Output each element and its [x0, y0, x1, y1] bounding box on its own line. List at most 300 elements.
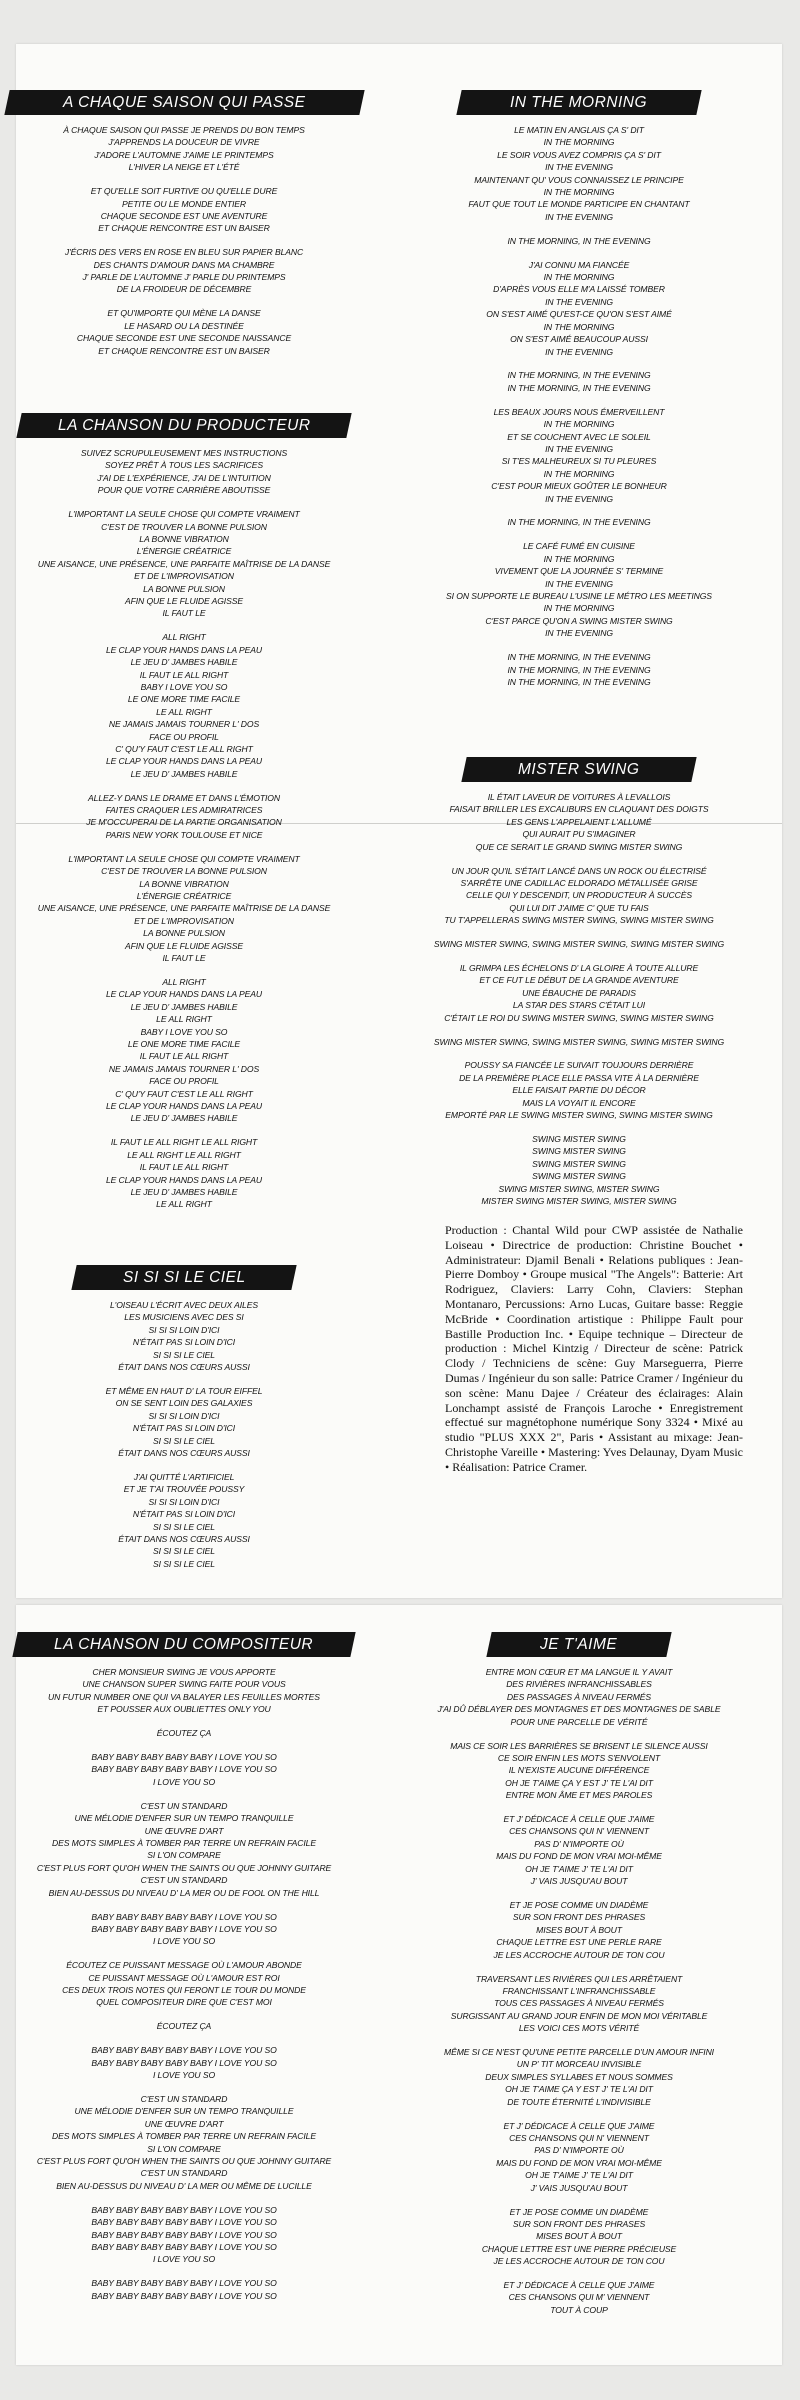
lyric-line: IL ÉTAIT LAVEUR DE VOITURES À LEVALLOIS	[487, 792, 671, 802]
lyric-line: UN FUTUR NUMBER ONE QUI VA BALAYER LES FEUILLES MORTES	[48, 1691, 320, 1702]
lyric-line: LE MATIN EN ANGLAIS ÇA S' DIT	[514, 125, 644, 135]
stanza	[395, 962, 763, 1024]
stanza	[395, 1133, 763, 1207]
lyric-line: IN THE MORNING	[543, 187, 615, 198]
lyric-line: SI SI SI LOIN D'ICI	[148, 1496, 220, 1507]
lyric-line: J' PARLE DE L'AUTOMNE J' PARLE DU PRINTEMPS	[82, 272, 286, 283]
stanza	[395, 2120, 763, 2194]
lyric-line: C' QU'Y FAUT C'EST LE ALL RIGHT	[115, 1088, 253, 1099]
lyric-line: DES CHANTS D'AMOUR DANS MA CHAMBRE	[93, 259, 275, 270]
stanza	[395, 938, 763, 950]
lyric-line: ET MÊME EN HAUT D' LA TOUR EIFFEL	[105, 1385, 263, 1396]
lyric-line: SI SI SI LOIN D'ICI	[148, 1410, 220, 1421]
stanza	[395, 1813, 763, 1887]
lyric-line: VIVEMENT QUE LA JOURNÉE S' TERMINE	[494, 566, 664, 577]
song-title-bar	[12, 1632, 355, 1657]
lyric-line: CHER MONSIEUR SWING JE VOUS APPORTE	[92, 1667, 276, 1677]
lyric-line: BIEN AU-DESSUS DU NIVEAU D' LA MER OU MÊME DE LUCILLE	[56, 2180, 312, 2191]
lyric-line: ET DE L'IMPROVISATION	[134, 915, 234, 926]
lyric-line: ÉTAIT DANS NOS CŒURS AUSSI	[118, 1362, 250, 1373]
lyric-line: BABY BABY BABY BABY BABY I LOVE YOU SO	[91, 2204, 277, 2215]
lyric-line: POUSSY SA FIANCÉE LE SUIVAIT TOUJOURS DERRIÈRE	[464, 1060, 694, 1071]
lyric-line: DES PASSAGES À NIVEAU FERMÉS	[506, 1691, 652, 1702]
lyric-line: PARIS NEW YORK TOULOUSE ET NICE	[105, 829, 263, 840]
lyric-line: ET QU'ELLE SOIT FURTIVE OU QU'ELLE DURE	[90, 186, 278, 197]
lyric-line: CELLE QUI Y DESCENDIT, UN PRODUCTEUR À SUCCÈS	[466, 890, 692, 901]
lyric-line: IN THE MORNING, IN THE EVENING	[507, 382, 651, 393]
lyric-line: LE JEU D' JAMBES HABILE	[130, 768, 238, 779]
lyric-line: IN THE MORNING, IN THE EVENING	[507, 676, 651, 687]
stanza	[0, 976, 368, 1125]
lyric-line: LA BONNE PULSION	[143, 928, 225, 939]
lyric-line: IN THE EVENING	[545, 296, 613, 307]
stanza	[0, 1385, 368, 1459]
lyric-line: SURGISSANT AU GRAND JOUR ENFIN DE MON MOI VÉRITABLE	[450, 2010, 708, 2021]
lyric-line: IN THE MORNING	[543, 468, 615, 479]
lyric-line: IL FAUT LE ALL RIGHT LE ALL RIGHT	[110, 1137, 258, 1148]
lyric-line: ET QU'IMPORTE QUI MÈNE LA DANSE	[107, 308, 261, 319]
lyric-line: OH JE T'AIME J' TE L'AI DIT	[525, 1863, 633, 1874]
stanza	[0, 2204, 368, 2266]
lyric-line: CES DEUX TROIS NOTES QUI FERONT LE TOUR DU MONDE	[62, 1985, 306, 1996]
lyric-line: LE JEU D' JAMBES HABILE	[130, 1113, 238, 1124]
lyric-line: L'ÉNERGIE CRÉATRICE	[136, 891, 232, 901]
stanza	[0, 792, 368, 842]
lyric-line: BABY BABY BABY BABY BABY I LOVE YOU SO	[91, 2241, 277, 2252]
song-title-bar	[486, 1632, 671, 1657]
stanza	[395, 1740, 763, 1802]
lyric-line: J'AI DÛ DÉBLAYER DES MONTAGNES ET DES MONTAGNES DE SABLE	[437, 1704, 721, 1715]
lyric-line: UNE ŒUVRE D'ART	[144, 2118, 224, 2129]
lyric-line: LE CLAP YOUR HANDS DANS LA PEAU	[105, 756, 263, 767]
lyric-line: N'ÉTAIT PAS SI LOIN D'ICI	[132, 1337, 236, 1348]
stanza	[0, 2277, 368, 2302]
stanza	[395, 865, 763, 927]
song-title: SI SI SI LE CIEL	[122, 1269, 246, 1286]
lyric-line: IN THE MORNING, IN THE EVENING	[507, 664, 651, 675]
lyric-line: UNE ŒUVRE D'ART	[144, 1825, 224, 1836]
lyric-line: ÉTAIT DANS NOS CŒURS AUSSI	[118, 1447, 250, 1458]
lyric-line: SWING MISTER SWING	[532, 1133, 626, 1144]
lyric-line: ET POUSSER AUX OUBLIETTES ONLY YOU	[97, 1704, 271, 1715]
lyric-line: IN THE EVENING	[545, 443, 613, 454]
lyric-line: DE TOUTE ÉTERNITÉ L'INDIVISIBLE	[507, 2096, 651, 2107]
lyric-line: CHAQUE SECONDE EST UNE AVENTURE	[100, 210, 268, 221]
lyric-line: UNE MÉLODIE D'ENFER SUR UN TEMPO TRANQUILLE	[74, 1813, 294, 1824]
lyric-line: LE JEU D' JAMBES HABILE	[130, 1001, 238, 1012]
lyric-line: OH JE T'AIME ÇA Y EST J' TE L'AI DIT	[505, 1777, 653, 1788]
lyric-line: IN THE MORNING, IN THE EVENING	[507, 517, 651, 528]
lyric-line: QUE CE SERAIT LE GRAND SWING MISTER SWING	[475, 841, 683, 852]
lyric-line: LE ALL RIGHT	[156, 1014, 212, 1025]
stanza	[395, 791, 763, 853]
stanza	[0, 307, 368, 357]
lyric-line: IN THE MORNING, IN THE EVENING	[507, 652, 651, 663]
stanza	[0, 1751, 368, 1788]
lyric-line: ALL RIGHT	[162, 632, 206, 643]
lyric-line: LE ALL RIGHT	[156, 706, 212, 717]
lyric-line: BABY BABY BABY BABY BABY I LOVE YOU SO	[91, 2278, 277, 2289]
lyric-line: SI SI SI LE CIEL	[153, 1349, 215, 1360]
stanza	[0, 1136, 368, 1210]
lyric-line: BIEN AU-DESSUS DU NIVEAU D' LA MER OU DE FOOL ON THE HILL	[48, 1887, 320, 1898]
lyrics	[0, 1666, 368, 2302]
lyric-line: ET CE FUT LE DÉBUT DE LA GRANDE AVENTURE	[479, 975, 679, 986]
song-chanson-du-compositeur	[0, 1632, 368, 2314]
stanza	[0, 1471, 368, 1570]
lyric-line: ET DE L'IMPROVISATION	[134, 571, 234, 582]
lyrics	[0, 447, 368, 1211]
lyrics	[395, 1666, 763, 2316]
lyric-line: SWING MISTER SWING, SWING MISTER SWING, SWING MISTER SWING	[433, 939, 725, 950]
lyric-line: LES BEAUX JOURS NOUS ÉMERVEILLENT	[493, 406, 665, 417]
lyric-line: ÉCOUTEZ ÇA	[156, 1728, 212, 1739]
song-je-t-aime	[395, 1632, 763, 2328]
song-title-bar	[461, 757, 696, 782]
lyric-line: IL FAUT LE ALL RIGHT	[139, 669, 229, 680]
lyric-line: SI SI SI LE CIEL	[153, 1435, 215, 1446]
lyric-line: UNE CHANSON SUPER SWING FAITE POUR VOUS	[82, 1679, 286, 1690]
stanza	[395, 406, 763, 505]
lyric-line: IN THE MORNING, IN THE EVENING	[507, 370, 651, 381]
stanza	[395, 1973, 763, 2035]
lyric-line: TOUS CES PASSAGES À NIVEAU FERMÉS	[494, 1998, 664, 2009]
lyric-line: IL GRIMPA LES ÉCHELONS D' LA GLOIRE À TOUTE ALLURE	[459, 962, 699, 973]
stanza	[0, 124, 368, 174]
lyric-line: MAIS DU FOND DE MON VRAI MOI-MÊME	[496, 1851, 662, 1862]
stanza	[395, 516, 763, 528]
lyric-line: DE LA PREMIÈRE PLACE ELLE PASSA VITE À LA DERNIÈRE	[459, 1072, 699, 1083]
song-title: LA CHANSON DU PRODUCTEUR	[57, 417, 311, 434]
lyric-line: ET J' DÉDICACE À CELLE QUE J'AIME	[503, 1814, 655, 1825]
stanza	[0, 2020, 368, 2032]
lyric-line: J' VAIS JUSQU'AU BOUT	[530, 2182, 628, 2193]
lyric-line: ALL RIGHT	[162, 976, 206, 987]
lyric-line: MISES BOUT À BOUT	[536, 2231, 622, 2242]
lyric-line: ON SE SENT LOIN DES GALAXIES	[115, 1398, 253, 1409]
lyric-line: CE PUISSANT MESSAGE OÙ L'AMOUR EST ROI	[88, 1972, 280, 1983]
song-title-bar	[456, 90, 701, 115]
lyric-line: ET J' DÉDICACE À CELLE QUE J'AIME	[503, 2280, 655, 2291]
lyric-line: IL FAUT LE ALL RIGHT	[139, 1051, 229, 1062]
lyric-line: SI L'ON COMPARE	[147, 1850, 221, 1861]
lyric-line: IN THE MORNING	[543, 419, 615, 430]
stanza	[0, 508, 368, 620]
lyric-line: IN THE EVENING	[545, 211, 613, 222]
lyric-line: JE LES ACCROCHE AUTOUR DE TON COU	[493, 1949, 665, 1960]
stanza	[0, 185, 368, 235]
lyric-line: SUIVEZ SCRUPULEUSEMENT MES INSTRUCTIONS	[80, 448, 288, 458]
lyric-line: IN THE MORNING	[543, 321, 615, 332]
lyric-line: I LOVE YOU SO	[152, 2254, 216, 2265]
lyric-line: IN THE EVENING	[545, 578, 613, 589]
lyric-line: LA BONNE VIBRATION	[139, 878, 229, 889]
stanza	[0, 853, 368, 965]
lyric-line: IL FAUT LE	[162, 953, 206, 964]
lyric-line: PETITE OU LE MONDE ENTIER	[121, 198, 247, 209]
lyric-line: MAIS LA VOYAIT IL ENCORE	[522, 1097, 636, 1108]
lyric-line: IN THE EVENING	[545, 493, 613, 504]
lyric-line: FAUT QUE TOUT LE MONDE PARTICIPE EN CHANTANT	[468, 199, 690, 210]
stanza	[395, 1666, 763, 1728]
lyric-line: QUEL COMPOSITEUR DIRE QUE C'EST MOI	[96, 1997, 272, 2008]
lyric-line: J'AI QUITTÉ L'ARTIFICIEL	[133, 1471, 235, 1482]
lyric-line: L'ÉNERGIE CRÉATRICE	[136, 546, 232, 557]
song-si-si-si-le-ciel	[0, 1265, 368, 1582]
lyric-line: BABY BABY BABY BABY BABY I LOVE YOU SO	[91, 2057, 277, 2068]
production-credits: Production : Chantal Wild pour CWP assistée de Nathalie Loiseau • Directrice de production: Christine Bouchet • Administrateur: Djamil Benali • Relations publiques : Jean-Pierre Domboy • Groupe musical "The Angels": Batterie: Art Rodriguez, Claviers: Larry Cohn, Claviers: Stephan Montanaro, Percussions: Arno Lucas, Guitare basse: Reggie McBride • Coordination artistique : Philippe Fault pour Bastille Production Inc. • Equipe technique – Directeur de production : Michel Kintzig / Directeur de scène: Patrick Clody / Techniciens de scène: Guy Marseguerra, Pierre Dumas / Ingénieur du son salle: Patrice Cramer / Ingénieur du son scène: Manu Dajee / Créateur des éclairages: Alain Lonchampt assisté de François Laroche • Enregistrement effectué sur magnétophone numérique Sony 3324 • Mixé au studio "PLUS XXX 2", Paris • Assistant au mixage: Jean-Christophe Vareille • Mastering: Yves Delaunay, Dyam Music • Réalisation: Patrice Cramer.	[445, 1223, 743, 1474]
lyric-line: IN THE MORNING	[543, 137, 615, 148]
lyric-line: TOUT À COUP	[550, 2304, 608, 2315]
stanza	[395, 124, 763, 223]
lyric-line: DES MOTS SIMPLES À TOMBER PAR TERRE UN REFRAIN FACILE	[51, 1837, 316, 1848]
lyric-line: I LOVE YOU SO	[152, 1776, 216, 1787]
song-title: IN THE MORNING	[510, 94, 648, 111]
stanza	[0, 447, 368, 497]
stanza	[0, 1800, 368, 1899]
lyric-line: IN THE EVENING	[545, 162, 613, 173]
lyric-line: FACE OU PROFIL	[149, 731, 219, 742]
lyric-line: BABY BABY BABY BABY BABY I LOVE YOU SO	[91, 2229, 277, 2240]
lyric-line: AFIN QUE LE FLUIDE AGISSE	[124, 595, 243, 606]
lyric-line: LE CAFÉ FUMÉ EN CUISINE	[523, 541, 635, 552]
lyric-line: LA STAR DES STARS C'ÉTAIT LUI	[512, 1000, 646, 1011]
lyrics	[0, 124, 368, 357]
lyric-line: ET CHAQUE RENCONTRE EST UN BAISER	[98, 345, 270, 356]
lyrics	[0, 1299, 368, 1570]
lyric-line: CES CHANSONS QUI N' VIENNENT	[509, 2133, 649, 2143]
song-title-bar	[71, 1265, 296, 1290]
lyric-line: C'EST PLUS FORT QU'OH WHEN THE SAINTS OU QUE JOHNNY GUITARE	[36, 1862, 332, 1873]
lyric-line: SI SI SI LE CIEL	[153, 1558, 215, 1569]
lyric-line: BABY BABY BABY BABY BABY I LOVE YOU SO	[91, 2290, 277, 2301]
song-title-bar	[16, 413, 351, 438]
stanza	[0, 2044, 368, 2081]
lyric-line: I LOVE YOU SO	[152, 1936, 216, 1947]
lyric-line: UNE ÉBAUCHE DE PARADIS	[522, 987, 636, 998]
lyric-line: C'EST DE TROUVER LA BONNE PULSION	[101, 866, 267, 877]
lyric-line: C'EST UN STANDARD	[140, 2168, 228, 2179]
lyric-line: SUR SON FRONT DES PHRASES	[512, 2218, 646, 2229]
stanza	[395, 651, 763, 688]
lyric-line: N'ÉTAIT PAS SI LOIN D'ICI	[132, 1509, 236, 1520]
lyric-line: À CHAQUE SAISON QUI PASSE JE PRENDS DU BON TEMPS	[63, 125, 305, 135]
lyric-line: POUR QUE VOTRE CARRIÈRE ABOUTISSE	[97, 485, 271, 496]
lyric-line: PAS D' N'IMPORTE OÙ	[534, 1838, 624, 1849]
lyric-line: UNE AISANCE, UNE PRÉSENCE, UNE PARFAITE MAÎTRISE DE LA DANSE	[37, 558, 331, 569]
lyric-line: ET JE POSE COMME UN DIADÈME	[509, 1900, 649, 1910]
lyrics	[395, 124, 763, 688]
stanza	[0, 1299, 368, 1373]
lyric-line: C'EST UN STANDARD	[140, 1800, 228, 1811]
lyric-line: IN THE MORNING	[543, 553, 615, 564]
lyric-line: LE ONE MORE TIME FACILE	[127, 1038, 241, 1049]
lyric-line: C'ÉTAIT LE ROI DU SWING MISTER SWING, SWING MISTER SWING	[444, 1012, 714, 1023]
lyric-line: CES CHANSONS QUI N' VIENNENT	[509, 1826, 649, 1837]
song-title-bar	[4, 90, 364, 115]
lyric-line: NE JAMAIS JAMAIS TOURNER L' DOS	[108, 719, 260, 730]
lyric-line: UN P' TIT MORCEAU INVISIBLE	[516, 2059, 642, 2070]
lyric-line: JE LES ACCROCHE AUTOUR DE TON COU	[493, 2256, 665, 2267]
lyric-line: N'ÉTAIT PAS SI LOIN D'ICI	[132, 1423, 236, 1434]
lyric-line: IN THE MORNING	[543, 603, 615, 614]
lyric-line: ELLE FAISAIT PARTIE DU DÉCOR	[512, 1085, 646, 1096]
stanza	[395, 1036, 763, 1048]
lyric-line: LES VOICI CES MOTS VÉRITÉ	[518, 2023, 640, 2034]
song-mister-swing	[395, 757, 763, 1219]
lyric-line: ET SE COUCHENT AVEC LE SOLEIL	[507, 431, 651, 442]
lyric-line: SI SI SI LE CIEL	[153, 1546, 215, 1557]
lyric-line: SWING MISTER SWING, SWING MISTER SWING, SWING MISTER SWING	[433, 1036, 725, 1047]
lyric-line: MÊME SI CE N'EST QU'UNE PETITE PARCELLE D'UN AMOUR INFINI	[444, 2047, 714, 2058]
lyric-line: ÉCOUTEZ CE PUISSANT MESSAGE OÙ L'AMOUR ABONDE	[66, 1960, 302, 1971]
lyric-line: QUI LUI DIT J'AIME C' QUE TU FAIS	[509, 902, 649, 913]
stanza	[395, 235, 763, 247]
lyric-line: SI ON SUPPORTE LE BUREAU L'USINE LE MÉTRO LES MEETINGS	[446, 591, 712, 601]
lyric-line: J'AI DE L'EXPÉRIENCE, J'AI DE L'INTUITION	[97, 472, 271, 483]
lyric-line: OH JE T'AIME J' TE L'AI DIT	[525, 2170, 633, 2181]
stanza	[395, 2279, 763, 2316]
lyric-line: D'APRÈS VOUS ELLE M'A LAISSÉ TOMBER	[493, 284, 665, 295]
song-title: LA CHANSON DU COMPOSITEUR	[54, 1636, 314, 1653]
lyric-line: MAIS CE SOIR LES BARRIÈRES SE BRISENT LE SILENCE AUSSI	[450, 1740, 708, 1751]
lyric-line: LES MUSICIENS AVEC DES SI	[124, 1312, 244, 1323]
lyric-line: I LOVE YOU SO	[152, 2070, 216, 2081]
lyric-line: J' VAIS JUSQU'AU BOUT	[530, 1876, 628, 1887]
lyric-line: ON S'EST AIMÉ BEAUCOUP AUSSI	[510, 334, 648, 345]
lyric-line: JE M'OCCUPERAI DE LA PARTIE ORGANISATION	[86, 817, 282, 828]
stanza	[0, 246, 368, 296]
lyric-line: TU T'APPELLERAS SWING MISTER SWING, SWING MISTER SWING	[444, 915, 714, 926]
song-in-the-morning	[395, 90, 763, 700]
lyric-line: CES CHANSONS QUI M' VIENNENT	[508, 2292, 650, 2303]
lyric-line: IL N'EXISTE AUCUNE DIFFÉRENCE	[508, 1765, 650, 1776]
lyric-line: ET JE T'AI TROUVÉE POUSSY	[123, 1484, 245, 1495]
song-title: JE T'AIME	[540, 1636, 618, 1653]
lyric-line: UNE AISANCE, UNE PRÉSENCE, UNE PARFAITE MAÎTRISE DE LA DANSE	[37, 903, 331, 914]
lyric-line: CE SOIR ENFIN LES MOTS S'ENVOLENT	[497, 1752, 661, 1763]
lyric-line: L'HIVER LA NEIGE ET L'ÉTÉ	[128, 162, 240, 173]
lyric-line: LE ALL RIGHT LE ALL RIGHT	[127, 1149, 241, 1160]
lyric-line: LE CLAP YOUR HANDS DANS LA PEAU	[105, 644, 263, 655]
lyric-line: LE CLAP YOUR HANDS DANS LA PEAU	[105, 989, 263, 1000]
lyric-line: IL FAUT LE ALL RIGHT	[139, 1162, 229, 1173]
lyric-line: BABY BABY BABY BABY BABY I LOVE YOU SO	[91, 1911, 277, 1922]
lyric-line: ÉCOUTEZ ÇA	[156, 2021, 212, 2032]
lyric-line: SWING MISTER SWING	[532, 1171, 626, 1182]
lyric-line: CHAQUE SECONDE EST UNE SECONDE NAISSANCE	[76, 333, 292, 344]
lyric-line: C'EST UN STANDARD	[140, 1875, 228, 1886]
lyric-line: SI SI SI LE CIEL	[153, 1521, 215, 1532]
lyric-line: BABY BABY BABY BABY BABY I LOVE YOU SO	[91, 1752, 277, 1763]
lyric-line: BABY BABY BABY BABY BABY I LOVE YOU SO	[91, 1923, 277, 1934]
lyric-line: UNE MÉLODIE D'ENFER SUR UN TEMPO TRANQUILLE	[74, 2106, 294, 2117]
lyric-line: FACE OU PROFIL	[149, 1076, 219, 1087]
lyric-line: NE JAMAIS JAMAIS TOURNER L' DOS	[108, 1063, 260, 1074]
song-title: MISTER SWING	[518, 761, 640, 778]
lyric-line: C' QU'Y FAUT C'EST LE ALL RIGHT	[115, 743, 253, 754]
lyric-line: L'IMPORTANT LA SEULE CHOSE QUI COMPTE VRAIMENT	[68, 853, 300, 864]
lyric-line: IL FAUT LE	[162, 608, 206, 619]
stanza	[395, 1899, 763, 1961]
lyric-line: SWING MISTER SWING	[532, 1158, 626, 1169]
lyric-line: AFIN QUE LE FLUIDE AGISSE	[124, 940, 243, 951]
lyric-line: SI SI SI LOIN D'ICI	[148, 1324, 220, 1335]
lyric-line: BABY I LOVE YOU SO	[140, 681, 228, 692]
lyric-line: ENTRE MON ÂME ET MES PAROLES	[505, 1790, 653, 1801]
lyric-line: LE CLAP YOUR HANDS DANS LA PEAU	[105, 1174, 263, 1185]
lyric-line: SI L'ON COMPARE	[147, 2143, 221, 2154]
lyric-line: ENTRE MON CŒUR ET MA LANGUE IL Y AVAIT	[485, 1667, 673, 1677]
lyric-line: BABY I LOVE YOU SO	[140, 1026, 228, 1037]
lyric-line: ON S'EST AIMÉ QU'EST-CE QU'ON S'EST AIMÉ	[486, 309, 672, 320]
stanza	[395, 540, 763, 639]
lyric-line: MAIS DU FOND DE MON VRAI MOI-MÊME	[496, 2157, 662, 2168]
lyric-line: BABY BABY BABY BABY BABY I LOVE YOU SO	[91, 2217, 277, 2228]
lyric-line: DEUX SIMPLES SYLLABES ET NOUS SOMMES	[485, 2071, 673, 2082]
lyric-line: CHAQUE LETTRE EST UNE PERLE RARE	[496, 1937, 662, 1948]
lyric-line: FRANCHISSANT L'INFRANCHISSABLE	[502, 1985, 656, 1996]
lyric-line: IN THE EVENING	[545, 346, 613, 357]
lyric-line: ET JE POSE COMME UN DIADÈME	[509, 2206, 649, 2217]
lyric-line: ÉTAIT DANS NOS CŒURS AUSSI	[118, 1533, 250, 1544]
lyric-line: SWING MISTER SWING, MISTER SWING	[498, 1183, 660, 1194]
lyric-line: POUR UNE PARCELLE DE VÉRITÉ	[510, 1716, 648, 1727]
lyric-line: IN THE MORNING, IN THE EVENING	[507, 235, 651, 246]
lyric-line: MAINTENANT QU' VOUS CONNAISSEZ LE PRINCIPE	[474, 174, 684, 185]
stanza	[0, 631, 368, 780]
lyric-line: PAS D' N'IMPORTE OÙ	[534, 2145, 624, 2156]
lyric-line: LE JEU D' JAMBES HABILE	[130, 1186, 238, 1197]
stanza	[0, 1727, 368, 1739]
stanza	[395, 1059, 763, 1121]
lyric-line: DES MOTS SIMPLES À TOMBER PAR TERRE UN REFRAIN FACILE	[51, 2131, 316, 2142]
lyric-line: ET CHAQUE RENCONTRE EST UN BAISER	[98, 223, 270, 234]
lyric-line: S'ARRÊTE UNE CADILLAC ELDORADO MÉTALLISÉE GRISE	[460, 877, 698, 888]
stanza	[395, 259, 763, 358]
lyric-line: LE ONE MORE TIME FACILE	[127, 694, 241, 705]
stanza	[395, 2046, 763, 2108]
song-title: A CHAQUE SAISON QUI PASSE	[62, 94, 306, 111]
lyric-line: TRAVERSANT LES RIVIÈRES QUI LES ARRÊTAIENT	[475, 1973, 683, 1984]
lyric-line: C'EST PARCE QU'ON A SWING MISTER SWING	[485, 615, 673, 626]
lyric-line: OH JE T'AIME ÇA Y EST J' TE L'AI DIT	[505, 2084, 653, 2095]
lyric-line: DE LA FROIDEUR DE DÉCEMBRE	[116, 284, 252, 295]
lyric-line: C'EST DE TROUVER LA BONNE PULSION	[101, 521, 267, 532]
lyric-line: IN THE MORNING	[543, 272, 615, 283]
lyrics	[395, 791, 763, 1207]
lyric-line: LE SOIR VOUS AVEZ COMPRIS ÇA S' DIT	[497, 149, 661, 160]
lyric-line: C'EST PLUS FORT QU'OH WHEN THE SAINTS OU QUE JOHNNY GUITARE	[36, 2156, 332, 2166]
lyric-line: BABY BABY BABY BABY BABY I LOVE YOU SO	[91, 1764, 277, 1775]
song-a-chaque-saison	[0, 90, 368, 369]
lyric-line: IN THE EVENING	[545, 628, 613, 639]
lyric-line: ET J' DÉDICACE À CELLE QUE J'AIME	[503, 2120, 655, 2131]
lyric-line: FAITES CRAQUER LES ADMIRATRICES	[105, 805, 263, 816]
lyric-line: C'EST POUR MIEUX GOÛTER LE BONHEUR	[491, 481, 667, 492]
lyric-line: QUI AURAIT PU S'IMAGINER	[522, 829, 636, 840]
lyric-line: LE ALL RIGHT	[156, 1199, 212, 1210]
lyric-line: J'ADORE L'AUTOMNE J'AIME LE PRINTEMPS	[94, 149, 274, 160]
lyric-line: J'APPRENDS LA DOUCEUR DE VIVRE	[108, 137, 260, 148]
song-chanson-du-producteur	[0, 413, 368, 1222]
lyric-line: LA BONNE PULSION	[143, 583, 225, 594]
lyric-line: J'ÉCRIS DES VERS EN ROSE EN BLEU SUR PAPIER BLANC	[64, 247, 304, 258]
lyric-line: FAISAIT BRILLER LES EXCALIBURS EN CLAQUANT DES DOIGTS	[449, 804, 709, 815]
lyric-line: SWING MISTER SWING	[532, 1146, 626, 1157]
lyric-line: LE JEU D' JAMBES HABILE	[130, 657, 238, 668]
lyric-line: J'AI CONNU MA FIANCÉE	[528, 259, 630, 270]
